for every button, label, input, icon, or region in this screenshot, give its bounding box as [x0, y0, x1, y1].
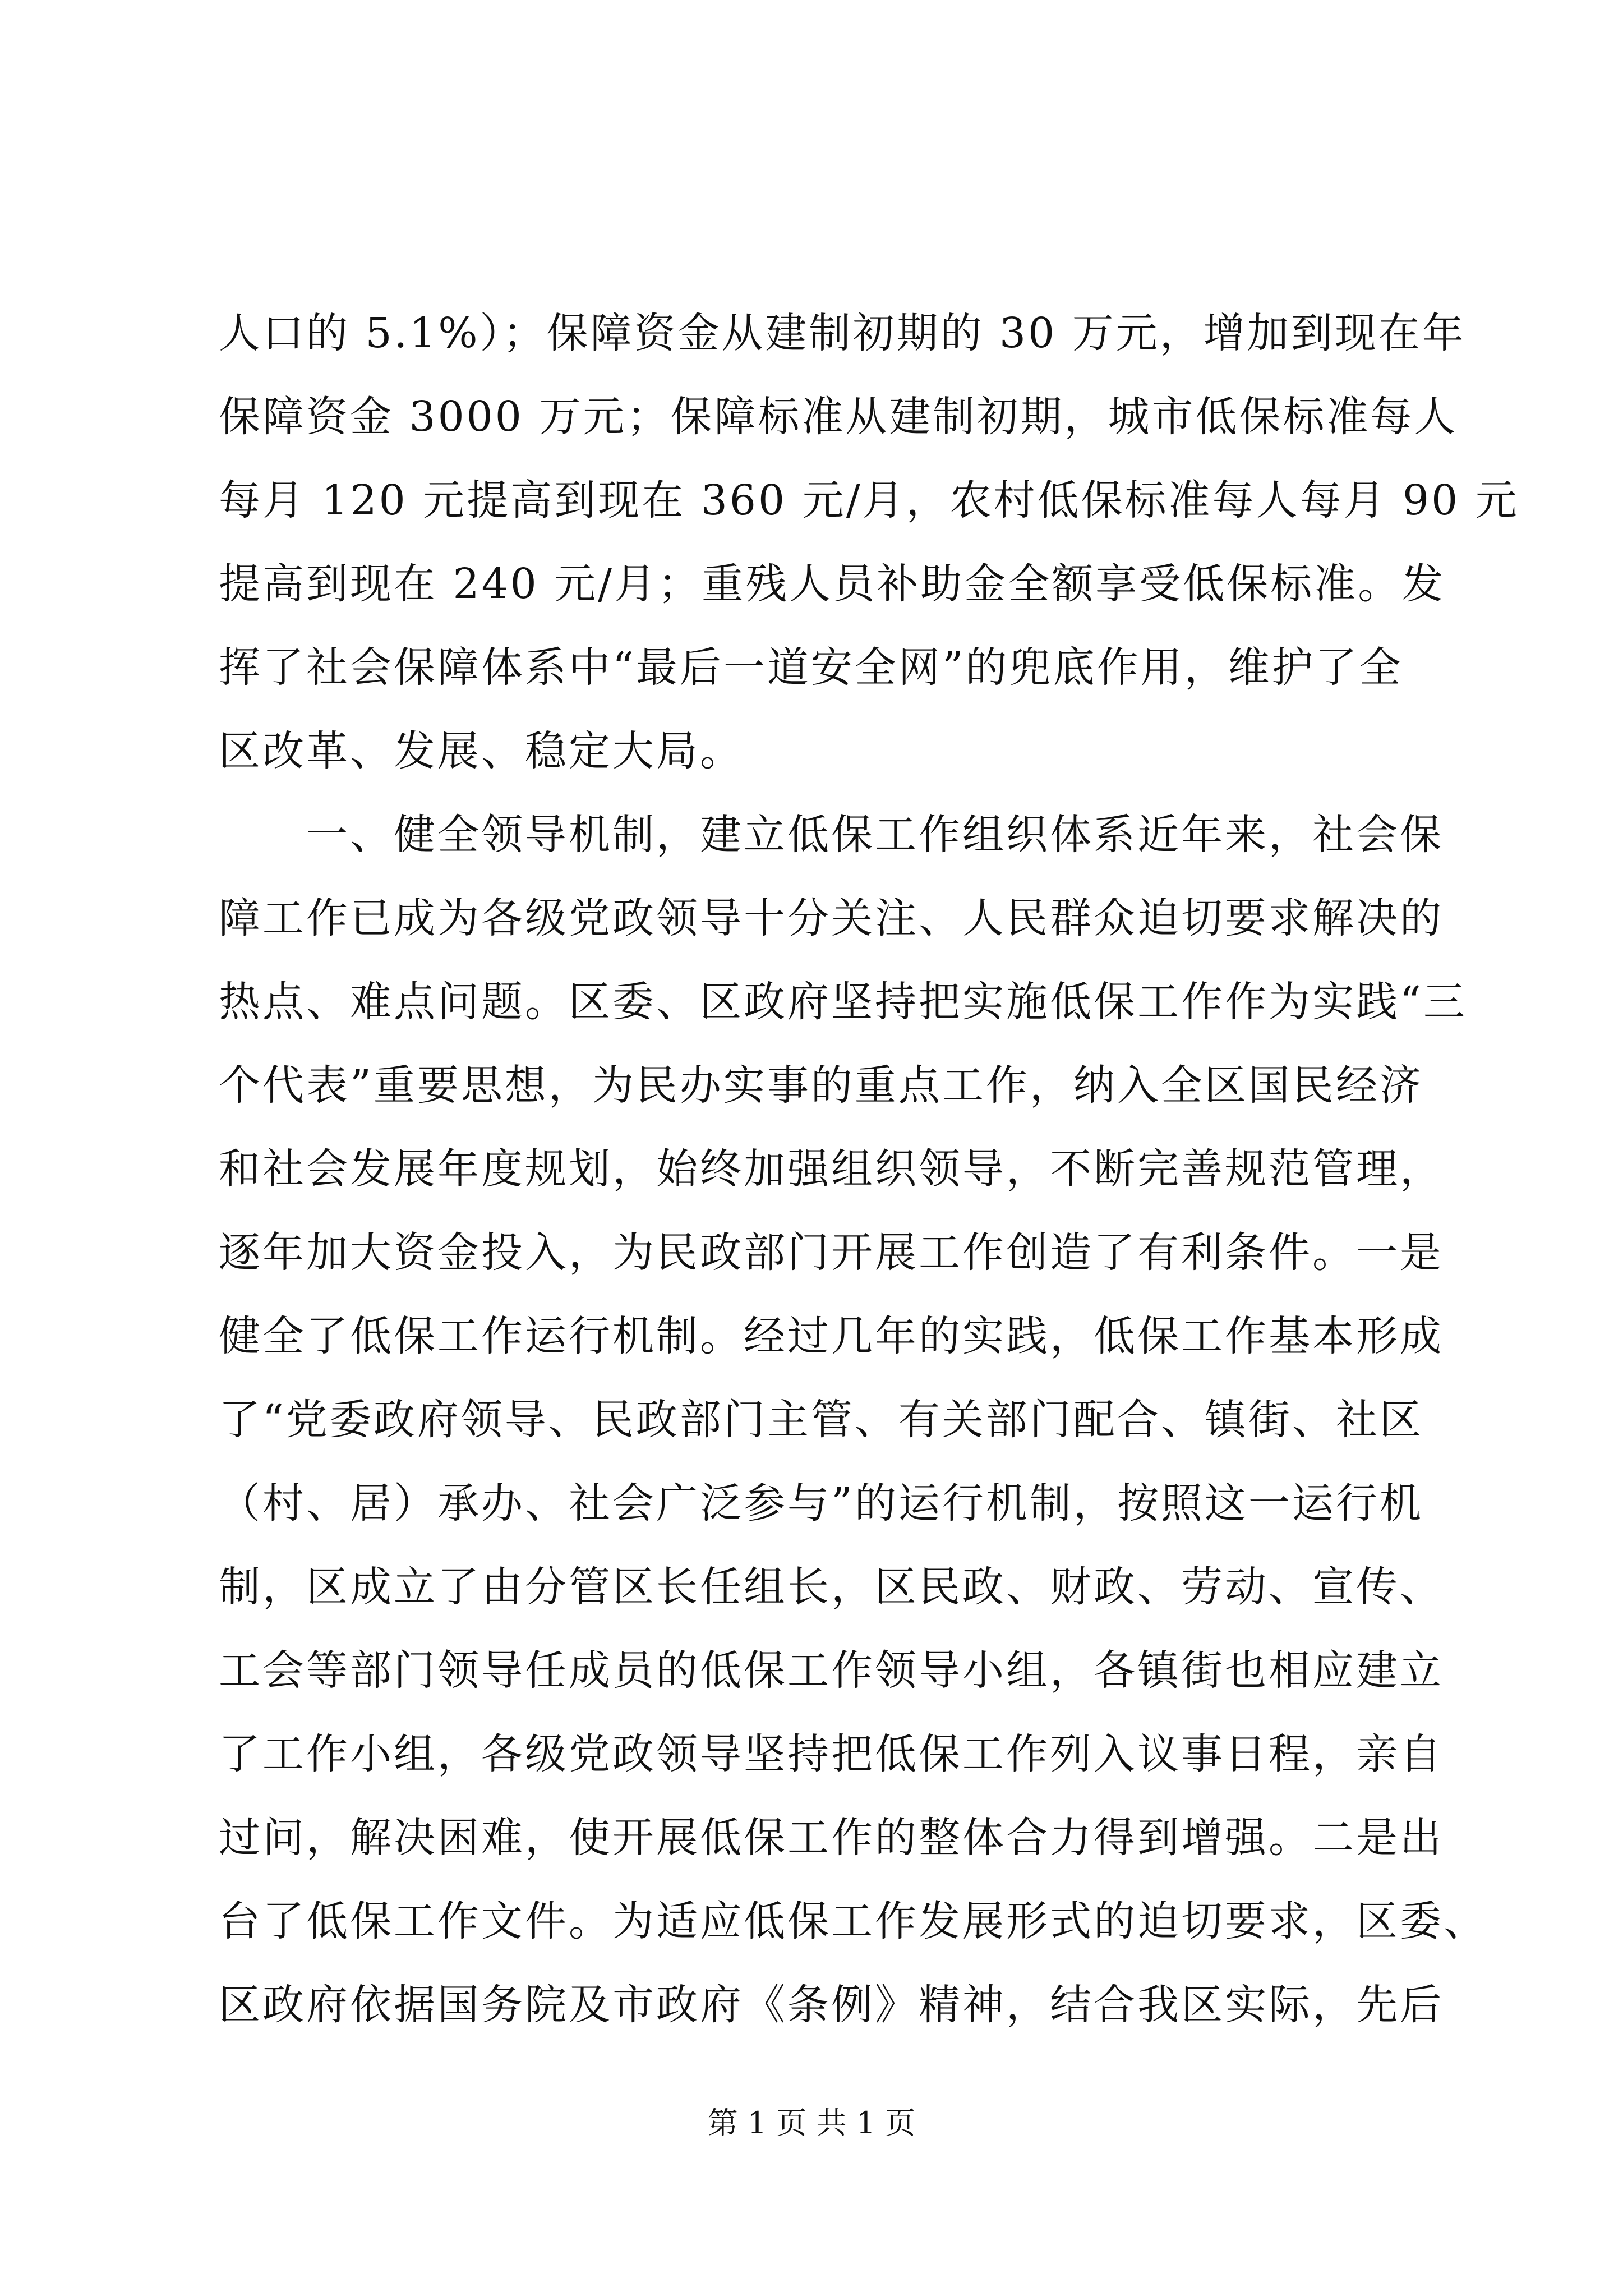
text-line-5: 挥了社会保障体系中“最后一道安全网”的兜底作用，维护了全	[219, 643, 1403, 692]
text-line-14: 了“党委政府领导、民政部门主管、有关部门配合、镇街、社区	[219, 1396, 1423, 1444]
text-line-19: 过问，解决困难，使开展低保工作的整体合力得到增强。二是出	[219, 1814, 1444, 1862]
text-line-4: 提高到现在 240 元/月；重残人员补助金全额享受低保标准。发	[219, 560, 1446, 608]
page-number-footer: 第 1 页 共 1 页	[707, 2105, 916, 2141]
text-line-10: 个代表”重要思想，为民办实事的重点工作，纳入全区国民经济	[219, 1061, 1423, 1110]
text-line-12: 逐年加大资金投入，为民政部门开展工作创造了有利条件。一是	[219, 1228, 1444, 1277]
text-line-18: 了工作小组，各级党政领导坚持把低保工作列入议事日程，亲自	[219, 1730, 1444, 1778]
text-line-20: 台了低保工作文件。为适应低保工作发展形式的迫切要求，区委、	[219, 1897, 1487, 1945]
text-line-15: （村、居）承办、社会广泛参与”的运行机制，按照这一运行机	[219, 1479, 1423, 1527]
text-line-6: 区改革、发展、稳定大局。	[219, 727, 744, 775]
text-line-17: 工会等部门领导任成员的低保工作领导小组，各镇街也相应建立	[219, 1646, 1444, 1695]
text-line-13: 健全了低保工作运行机制。经过几年的实践，低保工作基本形成	[219, 1312, 1444, 1360]
text-line-9: 热点、难点问题。区委、区政府坚持把实施低保工作作为实践“三	[219, 978, 1467, 1026]
text-line-1: 人口的 5.1%）；保障资金从建制初期的 30 万元，增加到现在年	[219, 309, 1466, 357]
text-line-21: 区政府依据国务院及市政府《条例》精神，结合我区实际，先后	[219, 1981, 1444, 2029]
text-line-16: 制，区成立了由分管区长任组长，区民政、财政、劳动、宣传、	[219, 1563, 1444, 1611]
document-body	[219, 292, 1519, 2047]
text-line-7: 一、健全领导机制，建立低保工作组织体系近年来，社会保	[219, 811, 1444, 859]
text-line-11: 和社会发展年度规划，始终加强组织领导，不断完善规范管理，	[219, 1145, 1444, 1193]
text-line-8: 障工作已成为各级党政领导十分关注、人民群众迫切要求解决的	[219, 894, 1444, 942]
text-line-2: 保障资金 3000 万元；保障标准从建制初期，城市低保标准每人	[219, 393, 1458, 441]
text-line-3: 每月 120 元提高到现在 360 元/月，农村低保标准每人每月 90 元	[219, 476, 1519, 524]
